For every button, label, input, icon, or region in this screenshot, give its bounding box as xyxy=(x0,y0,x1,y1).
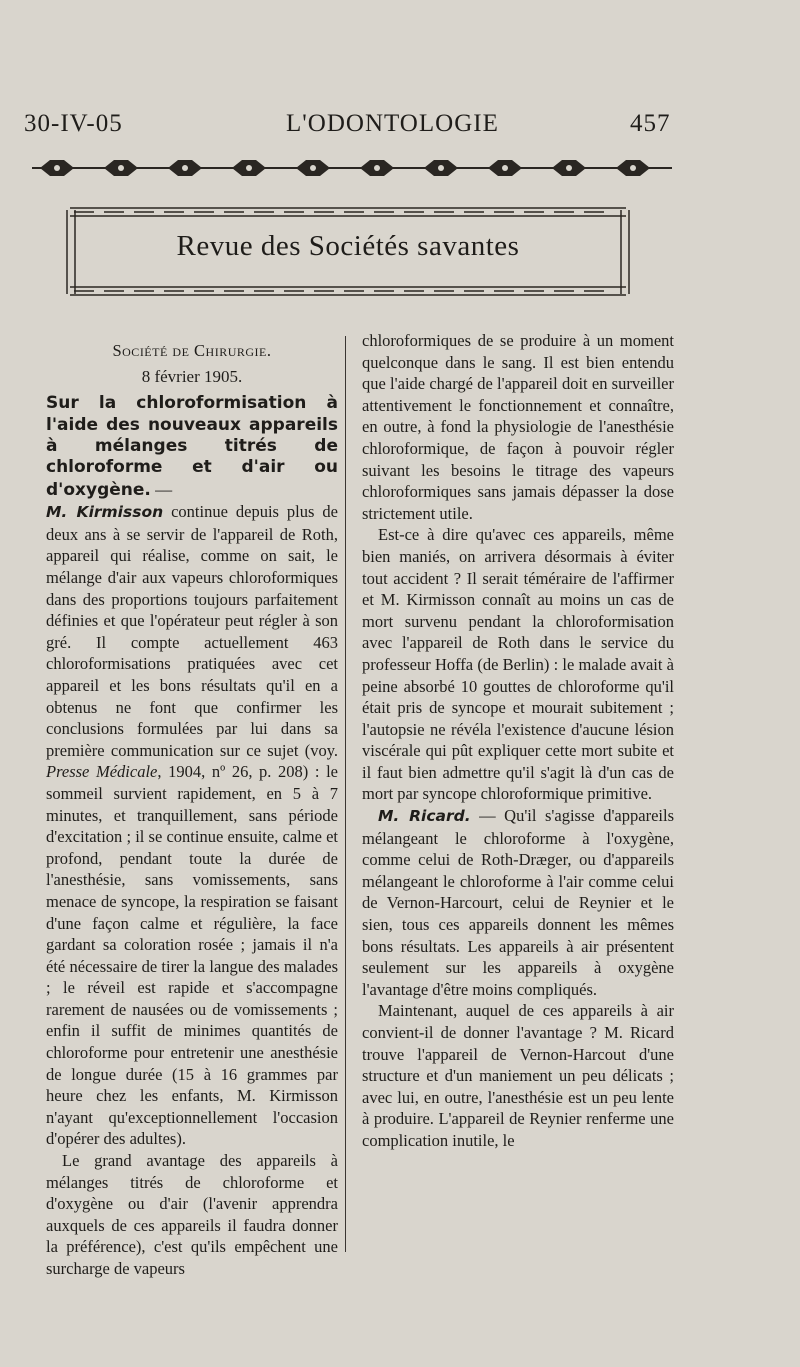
paragraph-r1: chloroformiques de se produire à un moment quelconque dans le sang. Il est bien entendu que l'aide chargé de l'appareil doit en surveiller attentivement le fonctionnement et connaître, en outre, à fond la physiologie de l'anesthésie chloroformique, de façon à pouvoir régler suivant les besoins le titrage des vapeurs chloroformiques sans jamais dépasser la dose strictement utile. xyxy=(362,331,674,523)
ornamental-band xyxy=(32,157,672,179)
page-number: 457 xyxy=(630,110,671,137)
paragraph-1-text-cont: , 1904, nº 26, p. 208) : le sommeil survient rapidement, en 5 à 7 minutes, et tranquillement, sans période d'excitation ; il se continue ensuite, calme et profond, pendant toute la durée de l'anesthésie, sans vomissements, sans menace de syncope, la respiration se faisant d'une façon calme et régulière, la face gardant sa coloration rosée ; jamais il n'a été nécessaire de tirer la langue des malades ; le réveil est rapide et s'accompagne rarement de nausées ou de vomissements ; enfin il suffit de minimes quantités de chloroforme pour entretenir une anesthésie de longue durée (15 à 16 grammes par heure chez les enfants, M. Kirmisson n'ayant qu'exceptionnellement l'occasion d'opérer des adultes). xyxy=(46,762,338,1149)
speaker-kirmisson: M. Kirmisson xyxy=(46,503,164,522)
column-rule xyxy=(345,336,346,1252)
right-column xyxy=(362,330,674,1152)
header-date: 30-IV-05 xyxy=(24,110,123,137)
frame-border-top xyxy=(70,205,626,219)
paragraph-1 xyxy=(46,501,338,1150)
paragraph-r3 xyxy=(362,805,674,1000)
journal-reference: Presse Médicale xyxy=(46,762,158,782)
paragraph-1-text: continue depuis plus de deux ans à se servir de l'appareil de Roth, appareil qui réalise, comme on sait, le mélange d'air aux vapeurs chloroformiques dans des proportions toujours parfaitement définies et que l'opérateur peut régler à son gré. Il compte actuellement 463 chloroformisations pratiquées avec cet appareil et les bons résultats qu'il en a obtenus ne font que confirmer les conclusions formulées par lui dans sa première communication sur ce sujet (voy. xyxy=(46,502,338,760)
paragraph-r2: Est-ce à dire qu'avec ces appareils, même bien maniés, on arrivera désormais à éviter tout accident ? Il serait téméraire de l'affirmer et M. Kirmisson connaît au moins un cas de mort survenu pendant la chloroformisation avec l'appareil de Roth dans le service du professeur Hoffa (de Berlin) : le malade avait à peine absorbé 10 gouttes de chloroforme qu'il était pris de syncope et mourait subitement ; l'autopsie ne révéla l'existence d'aucune lésion viscérale qui pût expliquer cette mort subite et il faut bien admettre qu'il s'agit là d'un cas de mort par syncope chloroformique primitive. xyxy=(362,525,674,804)
left-column xyxy=(46,330,338,1280)
paragraph-2: Le grand avantage des appareils à mélanges titrés de chloroforme et d'oxygène ou d'air (l'avenir apprendra auxquels de ces appareils il faudra donner la préférence), c'est qu'ils empêchent une surcharge de vapeurs xyxy=(46,1151,338,1278)
speaker-ricard: M. Ricard. xyxy=(378,807,471,826)
section-title: Revue des Sociétés savantes xyxy=(176,230,520,262)
running-header xyxy=(24,110,670,140)
paragraph-r3-text: — Qu'il s'agisse d'appareils mélangeant le chloroforme à l'oxygène, comme celui de Roth-Dræger, ou d'appareils mélangeant le chloroforme à l'air comme celui de Vernon-Harcourt, celui de Reynier et le sien, tous ces appareils donnent les mêmes bons résultats. Les appareils à air présentent seulement sur les appareils à oxygène l'avantage d'être moins compliqués. xyxy=(362,806,674,999)
article-title xyxy=(46,393,338,501)
paragraph-r4: Maintenant, auquel de ces appareils à air convient-il de donner l'avantage ? M. Ricard trouve l'appareil de Vernon-Harcout d'une structure et d'un maniement un peu délicats ; avec lui, en outre, l'anesthésie est un peu lente à produire. L'appareil de Reynier renferme une complication inutile, le xyxy=(362,1001,674,1150)
frame-border-bottom xyxy=(70,284,626,298)
session-date: 8 février 1905. xyxy=(141,366,243,386)
journal-title: L'ODONTOLOGIE xyxy=(286,110,499,137)
title-dash: — xyxy=(150,479,173,499)
society-heading: Société de Chirurgie. xyxy=(112,341,272,360)
article-title-text: Sur la chloroformisation à l'aide des nouveaux appareils à mélanges titrés de chloroforme et d'air ou d'oxygène. xyxy=(46,393,338,500)
